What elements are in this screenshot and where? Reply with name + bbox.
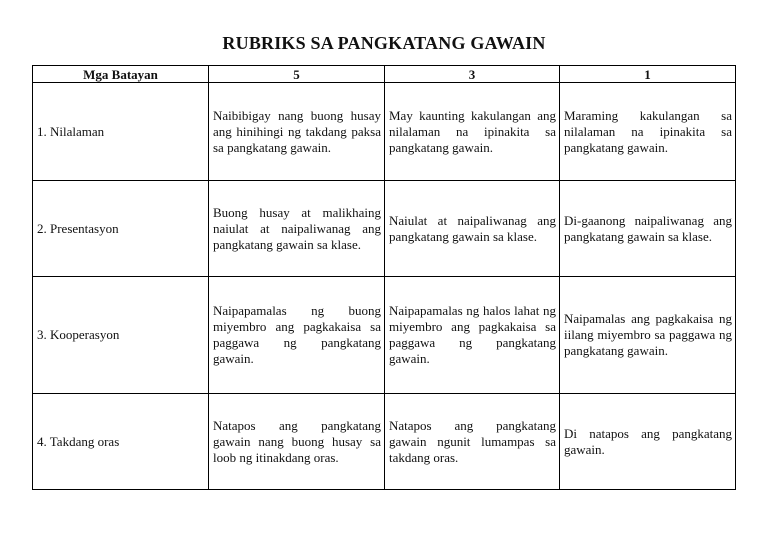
score-1-cell: Di natapos ang pangkatang gawain. xyxy=(560,394,736,490)
score-5-cell: Natapos ang pangkatang gawain nang buong husay sa loob ng itinakdang oras. xyxy=(209,394,385,490)
score-5-cell: Naibibigay nang buong husay ang hinihingi ng takdang paksa sa pangkatang gawain. xyxy=(209,83,385,181)
score-3-cell: Natapos ang pangkatang gawain ngunit lumampas sa takdang oras. xyxy=(385,394,560,490)
document-title: RUBRIKS SA PANGKATANG GAWAIN xyxy=(222,33,546,53)
score-1-cell: Maraming kakulangan sa nilalaman na ipinakita sa pangkatang gawain. xyxy=(560,83,736,181)
header-criteria: Mga Batayan xyxy=(33,66,209,83)
header-row xyxy=(33,66,736,83)
header-score-1: 1 xyxy=(560,66,736,83)
table-row xyxy=(33,394,736,490)
score-1-cell: Di-gaanong naipaliwanag ang pangkatang gawain sa klase. xyxy=(560,181,736,277)
criterion-cell: 2. Presentasyon xyxy=(33,181,209,277)
rubric-table xyxy=(32,65,736,490)
score-5-cell: Naipapamalas ng buong miyembro ang pagkakaisa sa paggawa ng pangkatang gawain. xyxy=(209,277,385,394)
header-score-3: 3 xyxy=(385,66,560,83)
table-row xyxy=(33,181,736,277)
score-3-cell: Naiulat at naipaliwanag ang pangkatang gawain sa klase. xyxy=(385,181,560,277)
score-3-cell: May kaunting kakulangan ang nilalaman na ipinakita sa pangkatang gawain. xyxy=(385,83,560,181)
score-3-cell: Naipapamalas ng halos lahat ng miyembro ang pagkakaisa sa paggawa ng pangkatang gawain. xyxy=(385,277,560,394)
criterion-cell: 1. Nilalaman xyxy=(33,83,209,181)
score-1-cell: Naipamalas ang pagkakaisa ng iilang miyembro sa paggawa ng pangkatang gawain. xyxy=(560,277,736,394)
header-score-5: 5 xyxy=(209,66,385,83)
criterion-cell: 4. Takdang oras xyxy=(33,394,209,490)
table-row xyxy=(33,277,736,394)
criterion-cell: 3. Kooperasyon xyxy=(33,277,209,394)
score-5-cell: Buong husay at malikhaing naiulat at naipaliwanag ang pangkatang gawain sa klase. xyxy=(209,181,385,277)
table-row xyxy=(33,83,736,181)
